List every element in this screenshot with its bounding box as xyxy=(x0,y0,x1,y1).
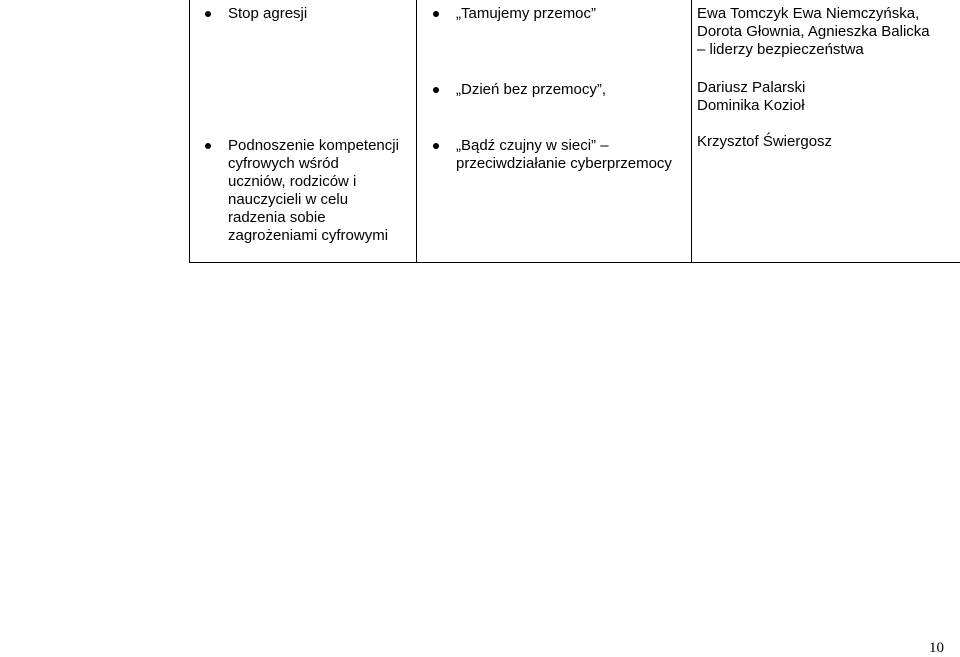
responsible-line: Dorota Głownia, Agnieszka Balicka xyxy=(697,23,930,40)
bullet-icon xyxy=(205,11,211,17)
task-line: cyfrowych wśród xyxy=(228,155,339,172)
bullet-icon xyxy=(205,143,211,149)
task-line: Podnoszenie kompetencji xyxy=(228,137,399,154)
task-line: radzenia sobie xyxy=(228,209,326,226)
responsible-line: – liderzy bezpieczeństwa xyxy=(697,41,864,58)
responsible-line: Krzysztof Świergosz xyxy=(697,133,833,150)
bullet-icon xyxy=(433,87,439,93)
bullet-icon xyxy=(433,143,439,149)
responsible-line: Dariusz Palarski xyxy=(697,79,806,96)
task-line: zagrożeniami cyfrowymi xyxy=(228,227,389,244)
column-divider xyxy=(691,0,692,262)
task-cell: Stop agresji xyxy=(228,5,308,22)
task-line: nauczycieli w celu xyxy=(228,191,349,208)
activity-line: przeciwdziałanie cyberprzemocy xyxy=(456,155,672,172)
activity-cell: „Tamujemy przemoc” xyxy=(456,5,597,22)
activity-cell: „Dzień bez przemocy”, xyxy=(456,81,607,98)
responsible-line: Dominika Kozioł xyxy=(697,97,805,114)
task-line: uczniów, rodziców i xyxy=(228,173,357,190)
bullet-icon xyxy=(433,11,439,17)
page-number: 10 xyxy=(929,640,944,656)
activity-line: „Bądź czujny w sieci” – xyxy=(456,137,609,154)
column-divider xyxy=(416,0,417,262)
responsible-line: Ewa Tomczyk Ewa Niemczyńska, xyxy=(697,5,920,22)
